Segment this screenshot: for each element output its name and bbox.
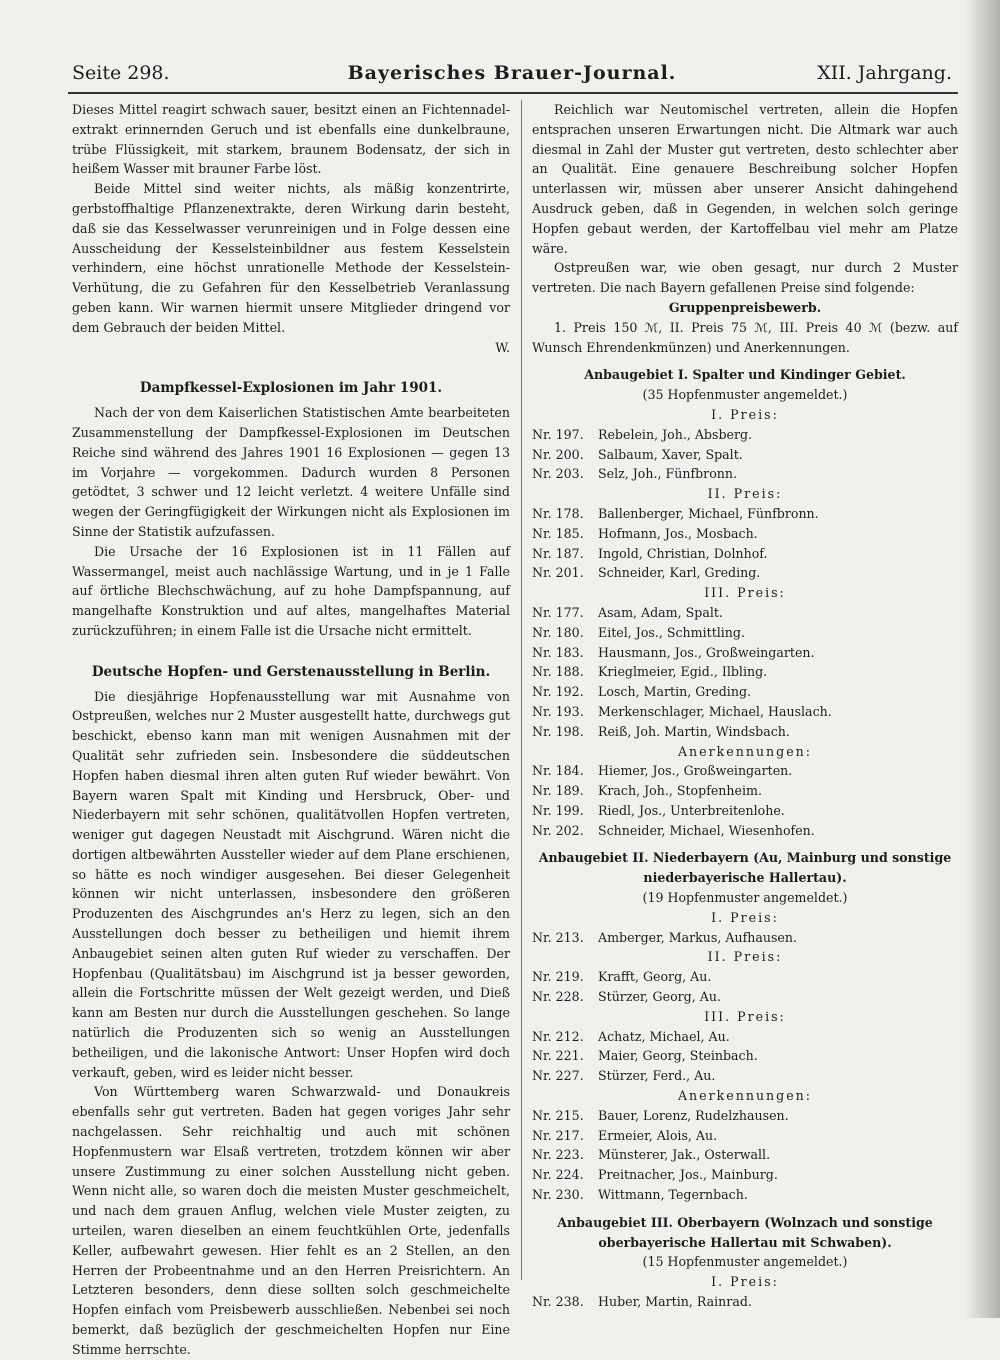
prize-entry xyxy=(532,425,958,445)
entry-name: Riedl, Jos., Unterbreitenlohe. xyxy=(598,802,785,818)
prize-entry xyxy=(532,1126,958,1146)
prize-entry xyxy=(532,987,958,1007)
entry-number: Nr. 203. xyxy=(532,466,584,482)
entry-number: Nr. 188. xyxy=(532,664,584,680)
prize-group-label: II. Preis: xyxy=(707,486,783,502)
prize-entry xyxy=(532,821,958,841)
entry-number: Nr. 224. xyxy=(532,1167,584,1183)
intro-signature: W. xyxy=(495,339,510,355)
area-title: Anbaugebiet I. Spalter und Kindinger Gebiet. xyxy=(584,367,906,383)
page-header xyxy=(72,62,952,90)
prize-entry xyxy=(532,1066,958,1086)
journal-title: Bayerisches Brauer-Journal. xyxy=(347,62,677,84)
entry-number: Nr. 189. xyxy=(532,783,584,799)
page-number: Seite 298. xyxy=(72,62,170,84)
entry-name: Selz, Joh., Fünfbronn. xyxy=(598,466,738,482)
entry-number: Nr. 201. xyxy=(532,565,584,581)
entry-name: Rebelein, Joh., Absberg. xyxy=(598,426,753,442)
prize-entry xyxy=(532,563,958,583)
prize-entry xyxy=(532,1165,958,1185)
explosions-paragraph: Nach der von dem Kaiserlichen Statistischen Amte bearbeiteten Zusammenstellung der Dampfkessel-Explosionen im Deutschen Reiche sind während des Jahres 1901 16 Explosionen — gegen 13 im Vorjahre — vorgekommen. Dadurch wurden 8 Personen getödtet, 3 schwer und 12 leicht verletzt. 4 weitere Unfälle sind wegen der Geringfügigkeit der Wirkungen nicht als Explosionen im Sinne der Statistik aufzufassen. xyxy=(72,405,510,539)
group-competition-title: Gruppenpreisbewerb. xyxy=(668,299,822,315)
prize-entry xyxy=(532,445,958,465)
entry-name: Bauer, Lorenz, Rudelzhausen. xyxy=(598,1107,789,1123)
entry-number: Nr. 227. xyxy=(532,1068,584,1084)
header-rule xyxy=(68,92,958,94)
prize-entry xyxy=(532,1145,958,1165)
prize-group-label: III. Preis: xyxy=(704,1008,786,1024)
prize-entry xyxy=(532,603,958,623)
right-column xyxy=(532,100,958,1310)
explosions-paragraph: Die Ursache der 16 Explosionen ist in 11 Fällen auf Wassermangel, meist auch nachlässige Wartung, und in je 1 Falle auf örtliche Blechschwächung, auf zu hohe Dampfspannung, auf mangelhafte Konstruktion und auf altes, mangelhaftes Material zurückzuführen; in einem Falle ist die Ursache nicht ermittelt. xyxy=(72,543,510,638)
exhibition-paragraph: Von Württemberg waren Schwarzwald- und Donaukreis ebenfalls sehr gut vertreten. Baden hat gegen voriges Jahr sehr nachgelassen. Sehr reichhaltig und auch mit schönen Hopfenmustern war Elsaß vertreten, trotzdem können wir aber unsere Zustimmung zu einer solchen Ausstellung nicht geben. Wenn nicht alle, so waren doch die meisten Muster geschmeichelt, und nach dem grauen Anflug, welchen viele Muster zeigten, zu urteilen, waren dieselben an einem feuchtkühlen Orte, jedenfalls Keller, aufbewahrt gewesen. Hier fehlt es an 2 Stellen, an den Herren der Probeentnahme und an den Herren Preisrichtern. An Letzteren besonders, denn diese sollten solch geschmeichelte Hopfen einfach vom Preisbewerb ausschließen. Nebenbei sei noch bemerkt, daß bezüglich der geschmeichelten Hopfen nur Eine Stimme herrschte. xyxy=(72,1084,510,1357)
area-sample-count: (19 Hopfenmuster angemeldet.) xyxy=(642,890,848,906)
entry-name: Krach, Joh., Stopfenheim. xyxy=(598,783,762,799)
entry-number: Nr. 217. xyxy=(532,1127,584,1143)
prize-entry xyxy=(532,464,958,484)
entry-number: Nr. 228. xyxy=(532,989,584,1005)
entry-name: Ballenberger, Michael, Fünfbronn. xyxy=(598,505,819,521)
prize-entry xyxy=(532,1046,958,1066)
volume-label: XII. Jahrgang. xyxy=(817,62,952,84)
area-sample-count: (35 Hopfenmuster angemeldet.) xyxy=(642,387,848,403)
entry-number: Nr. 219. xyxy=(532,969,584,985)
section-title-hop-exhibition: Deutsche Hopfen- und Gerstenausstellung in Berlin. xyxy=(91,663,491,680)
prize-entry xyxy=(532,967,958,987)
entry-name: Schneider, Karl, Greding. xyxy=(598,565,761,581)
prize-entry xyxy=(532,801,958,821)
entry-name: Ingold, Christian, Dolnhof. xyxy=(598,545,768,561)
entry-name: Schneider, Michael, Wiesenhofen. xyxy=(598,822,815,838)
entry-number: Nr. 183. xyxy=(532,644,584,660)
entry-name: Wittmann, Tegernbach. xyxy=(598,1187,748,1203)
entry-name: Losch, Martin, Greding. xyxy=(598,684,752,700)
entry-number: Nr. 213. xyxy=(532,929,584,945)
prize-entry xyxy=(532,504,958,524)
entry-number: Nr. 185. xyxy=(532,525,584,541)
prize-entry xyxy=(532,1027,958,1047)
left-column xyxy=(72,100,510,1357)
prize-entry xyxy=(532,623,958,643)
entry-name: Hofmann, Jos., Mosbach. xyxy=(598,525,758,541)
section-title-explosions: Dampfkessel-Explosionen im Jahr 1901. xyxy=(139,380,443,397)
entry-number: Nr. 178. xyxy=(532,505,584,521)
entry-number: Nr. 202. xyxy=(532,822,584,838)
prize-lists xyxy=(532,365,958,1311)
prize-entry xyxy=(532,643,958,663)
prize-entry xyxy=(532,1292,958,1312)
entry-number: Nr. 221. xyxy=(532,1048,584,1064)
entry-number: Nr. 198. xyxy=(532,723,584,739)
entry-name: Hiemer, Jos., Großweingarten. xyxy=(598,763,793,779)
area-title: Anbaugebiet III. Oberbayern (Wolnzach und sonstige oberbayerische Hallertau mit Schwaben). xyxy=(557,1214,933,1250)
entry-name: Krieglmeier, Egid., Ilbling. xyxy=(598,664,768,680)
prize-entry xyxy=(532,1185,958,1205)
exhibition-paragraph: Reichlich war Neutomischel vertreten, allein die Hopfen entsprachen unseren Erwartungen nicht. Die Altmark war auch diesmal in Zahl der Muster gut vertreten, desto schlechter aber an Qualität. Eine genauere Beschreibung solcher Hopfen unterlassen wir, müssen aber unserer Ansicht dahingehend Ausdruck geben, daß in Gegenden, in welchen solch geringe Hopfen gebaut werden, der Kartoffelbau viel mehr am Platze wäre. xyxy=(532,102,958,256)
entry-name: Ermeier, Alois, Au. xyxy=(598,1127,718,1143)
prize-entry xyxy=(532,544,958,564)
entry-number: Nr. 180. xyxy=(532,624,584,640)
entry-name: Stürzer, Georg, Au. xyxy=(598,989,721,1005)
entry-number: Nr. 223. xyxy=(532,1147,584,1163)
prize-group-label: III. Preis: xyxy=(704,585,786,601)
prize-entry xyxy=(532,781,958,801)
area-title: Anbaugebiet II. Niederbayern (Au, Mainburg und sonstige niederbayerische Hallertau). xyxy=(538,850,952,886)
entry-name: Asam, Adam, Spalt. xyxy=(598,604,723,620)
prize-entry xyxy=(532,662,958,682)
entry-name: Huber, Martin, Rainrad. xyxy=(598,1294,752,1310)
entry-number: Nr. 215. xyxy=(532,1107,584,1123)
prize-group-label: I. Preis: xyxy=(711,406,779,422)
entry-name: Achatz, Michael, Au. xyxy=(598,1028,730,1044)
entry-number: Nr. 230. xyxy=(532,1187,584,1203)
entry-number: Nr. 199. xyxy=(532,802,584,818)
page-edge-shadow xyxy=(964,0,1000,1318)
prize-group-label: I. Preis: xyxy=(711,1274,779,1290)
entry-name: Preitnacher, Jos., Mainburg. xyxy=(598,1167,778,1183)
entry-number: Nr. 184. xyxy=(532,763,584,779)
entry-number: Nr. 192. xyxy=(532,684,584,700)
entry-name: Hausmann, Jos., Großweingarten. xyxy=(598,644,815,660)
entry-name: Stürzer, Ferd., Au. xyxy=(598,1068,716,1084)
prize-entry xyxy=(532,761,958,781)
entry-name: Münsterer, Jak., Osterwall. xyxy=(598,1147,771,1163)
column-divider xyxy=(521,100,522,1280)
entry-name: Salbaum, Xaver, Spalt. xyxy=(598,446,743,462)
entry-name: Eitel, Jos., Schmittling. xyxy=(598,624,745,640)
intro-paragraph: Dieses Mittel reagirt schwach sauer, besitzt einen an Fichtennadel-extrakt erinnernden Geruch und ist ebenfalls eine dunkelbraune, trübe Flüssigkeit, mit starkem, braunem Bodensatz, der sich in heißem Wasser mit brauner Farbe löst. xyxy=(72,102,510,177)
prize-group-label: I. Preis: xyxy=(711,909,779,925)
prize-entry xyxy=(532,524,958,544)
exhibition-paragraph: Ostpreußen war, wie oben gesagt, nur durch 2 Muster vertreten. Die nach Bayern gefallenen Preise sind folgende: xyxy=(532,260,958,296)
entry-name: Krafft, Georg, Au. xyxy=(598,969,712,985)
area-sample-count: (15 Hopfenmuster angemeldet.) xyxy=(642,1254,848,1270)
entry-number: Nr. 200. xyxy=(532,446,584,462)
prize-entry xyxy=(532,928,958,948)
prize-entry xyxy=(532,702,958,722)
intro-paragraph: Beide Mittel sind weiter nichts, als mäßig konzentrirte, gerbstoffhaltige Pflanzenextrakte, deren Wirkung darin besteht, daß sie das Kesselwasser verunreinigen und in Folge dessen eine Ausscheidung der Kesselsteinbildner aus festem Kesselstein verhindern, eine höchst unrationelle Methode der Kesselstein-Verhütung, die zu Gefahren für den Kesselbetrieb Veranlassung geben kann. Wir warnen hiermit unsere Mitglieder dringend vor dem Gebrauch der beiden Mittel. xyxy=(72,181,510,335)
entry-number: Nr. 187. xyxy=(532,545,584,561)
group-competition-prizes: 1. Preis 150 ℳ, II. Preis 75 ℳ, III. Preis 40 ℳ (bezw. auf Wunsch Ehrendenkmünzen) und Anerkennungen. xyxy=(532,319,958,355)
entry-number: Nr. 238. xyxy=(532,1294,584,1310)
prize-group-label: Anerkennungen: xyxy=(677,743,813,759)
exhibition-paragraph: Die diesjährige Hopfenausstellung war mit Ausnahme von Ostpreußen, welches nur 2 Muster ausgestellt hatte, durchwegs gut beschickt, ebenso kann man mit wenigen Ausnahmen mit der Qualität sehr zufrieden sein. Insbesondere die süddeutschen Hopfen haben diesmal ihren alten guten Ruf wieder bewährt. Von Bayern waren Spalt mit Kinding und Hersbruck, Ober- und Niederbayern mit sehr schönen, qualitätvollen Hopfen vertreten, weniger gut dagegen Neustadt mit Aischgrund. Wären nicht die dortigen altbewährten Aussteller wieder auf dem Plane erschienen, so hätte es noch windiger ausgesehen. Bei dieser Gelegenheit können wir nicht unterlassen, insbesondere den größeren Produzenten des Aischgrundes an's Herz zu legen, sich an den Ausstellungen doch besser zu betheiligen und hiemit ihrem Anbaugebiet seinen alten guten Ruf wieder zu verschaffen. Der Hopfenbau (Qualitätsbau) im Aischgrund ist ja besser geworden, allein die Fortschritte müssen der Welt gezeigt werden, und Dieß kann am Besten nur durch die Ausstellungen geschehen. So lange natürlich die Produzenten sich so wenig an Ausstellungen betheiligen, und die lakonische Antwort: Unser Hopfen wird doch verkauft, geben, wird es leider nicht besser. xyxy=(72,688,510,1080)
entry-name: Amberger, Markus, Aufhausen. xyxy=(598,929,797,945)
entry-number: Nr. 197. xyxy=(532,426,584,442)
prize-group-label: II. Preis: xyxy=(707,949,783,965)
prize-entry xyxy=(532,682,958,702)
prize-group-label: Anerkennungen: xyxy=(677,1088,813,1104)
prize-entry xyxy=(532,722,958,742)
entry-number: Nr. 177. xyxy=(532,604,584,620)
entry-name: Maier, Georg, Steinbach. xyxy=(598,1048,758,1064)
entry-number: Nr. 193. xyxy=(532,703,584,719)
entry-name: Reiß, Joh. Martin, Windsbach. xyxy=(598,723,790,739)
entry-number: Nr. 212. xyxy=(532,1028,584,1044)
prize-entry xyxy=(532,1106,958,1126)
entry-name: Merkenschlager, Michael, Hauslach. xyxy=(598,703,832,719)
